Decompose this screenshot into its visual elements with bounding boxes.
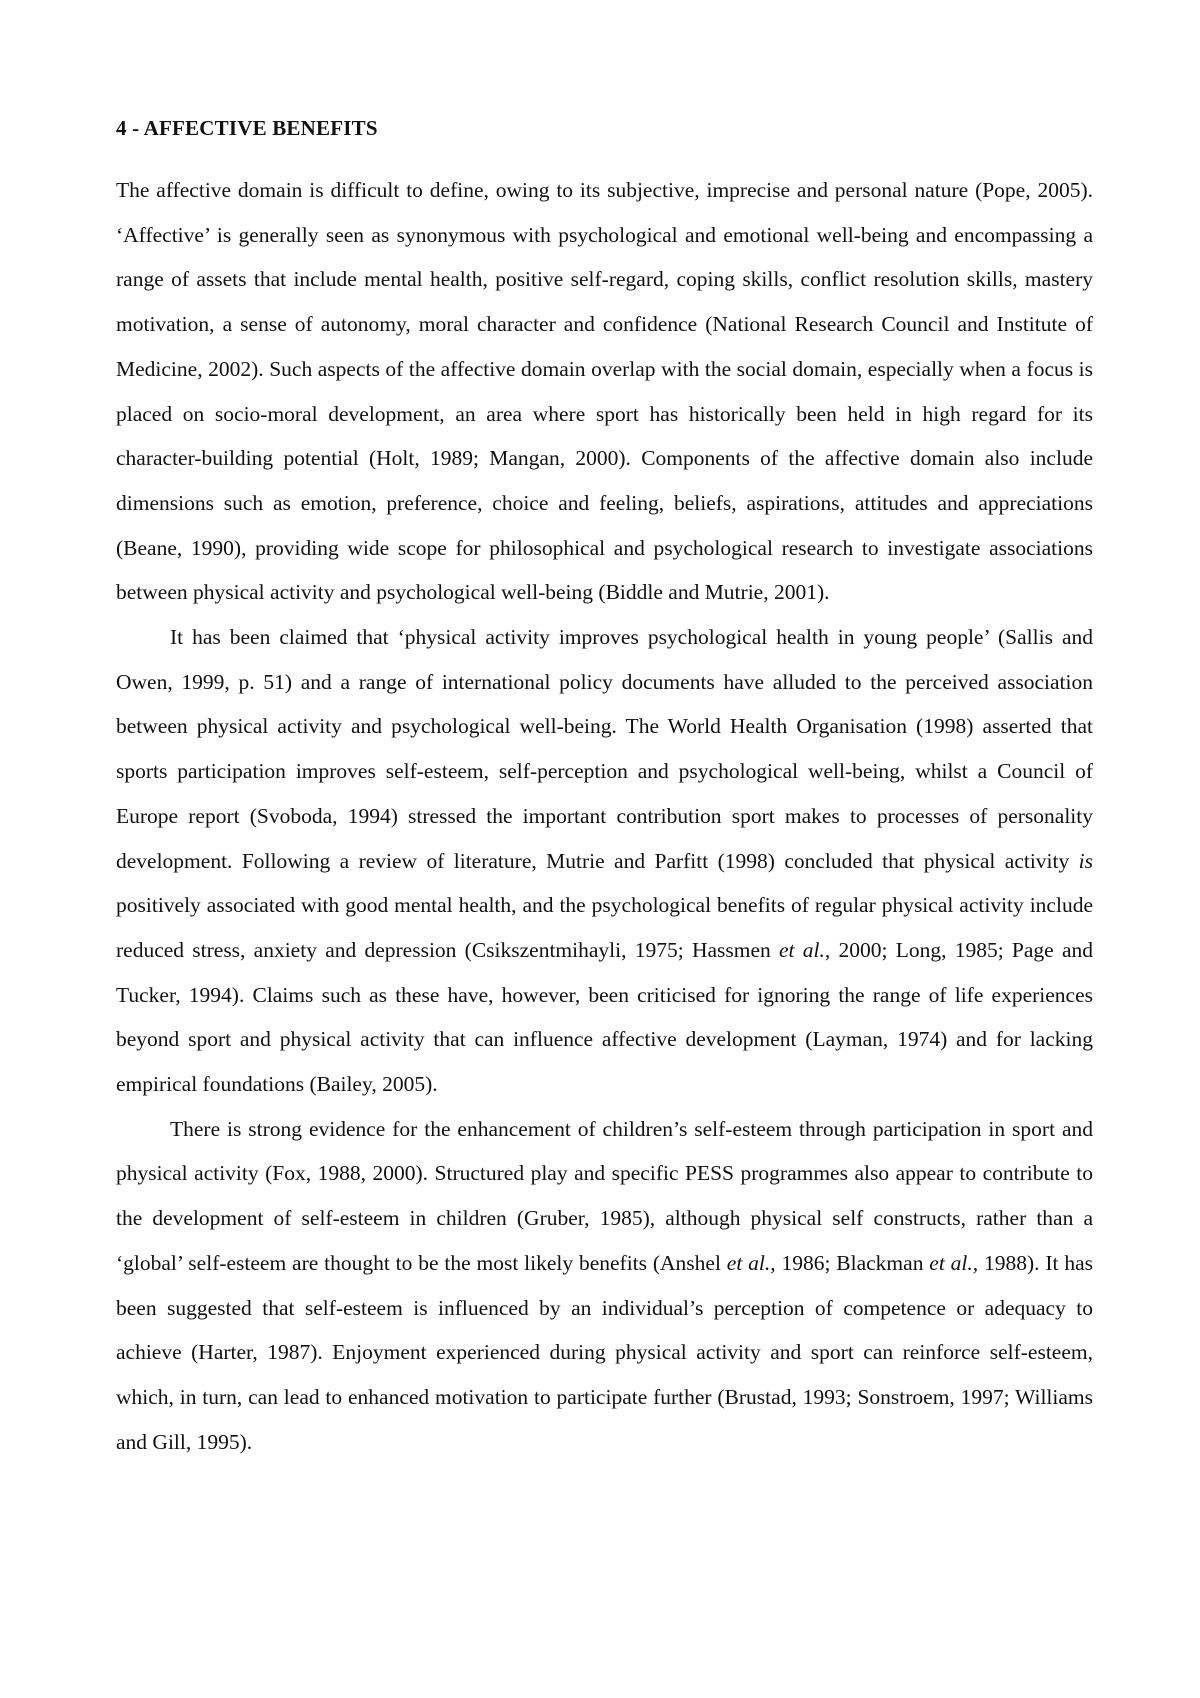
paragraph-3-text-c: 1988). It has been suggested that self-esteem is influenced by an individual’s perception of competence or adequacy to achieve (Harter, 1987). Enjoyment experienced during physical activity and sport can reinforce self-esteem, which, in turn, can lead to enhanced motivation to participate further (Brustad, 1993; Sonstroem, 1997; Williams and Gill, 1995). xyxy=(116,1250,1093,1454)
paragraph-3-emphasis-et-al-1: et al., xyxy=(726,1250,776,1275)
paragraph-2-emphasis-is: is xyxy=(1078,848,1093,873)
paragraph-2-emphasis-et-al: et al., xyxy=(779,937,831,962)
paragraph-3 xyxy=(116,1107,1093,1465)
paragraph-1 xyxy=(116,168,1093,615)
paragraph-2-text-b: positively associated with good mental health, and the psychological benefits of regular physical activity include reduced stress, anxiety and depression (Csikszentmihayli, 1975; Hassmen xyxy=(116,893,1093,962)
paragraph-3-emphasis-et-al-2: et al., xyxy=(929,1250,979,1275)
paragraph-2-text-a: It has been claimed that ‘physical activity improves psychological health in young people’ (Sallis and Owen, 1999, p. 51) and a range of international policy documents have alluded to the perceived association between physical activity and psychological well-being. The World Health Organisation (1998) asserted that sports participation improves self-esteem, self-perception and psychological well-being, whilst a Council of Europe report (Svoboda, 1994) stressed the important contribution sport makes to processes of personality development. Following a review of literature, Mutrie and Parfitt (1998) concluded that physical activity xyxy=(116,625,1093,873)
paragraph-1-text: The affective domain is difficult to define, owing to its subjective, imprecise and personal nature (Pope, 2005). ‘Affective’ is generally seen as synonymous with psychological and emotional well-being and encompassing a range of assets that include mental health, positive self-regard, coping skills, conflict resolution skills, mastery motivation, a sense of autonomy, moral character and confidence (National Research Council and Institute of Medicine, 2002). Such aspects of the affective domain overlap with the social domain, especially when a focus is placed on socio-moral development, an area where sport has historically been held in high regard for its character-building potential (Holt, 1989; Mangan, 2000). Components of the affective domain also include dimensions such as emotion, preference, choice and feeling, beliefs, aspirations, attitudes and appreciations (Beane, 1990), providing wide scope for philosophical and psychological research to investigate associations between physical activity and psychological well-being (Biddle and Mutrie, 2001). xyxy=(116,178,1093,605)
paragraph-2-text-c: 2000; Long, 1985; Page and Tucker, 1994). Claims such as these have, however, been criticised for ignoring the range of life experiences beyond sport and physical activity that can influence affective development (Layman, 1974) and for lacking empirical foundations (Bailey, 2005). xyxy=(116,937,1093,1097)
paragraph-2 xyxy=(116,615,1093,1107)
paragraph-3-text-a: There is strong evidence for the enhancement of children’s self-esteem through participation in sport and physical activity (Fox, 1988, 2000). Structured play and specific PESS programmes also appear to contribute to the development of self-esteem in children (Gruber, 1985), although physical self constructs, rather than a ‘global’ self-esteem are thought to be the most likely benefits (Anshel xyxy=(116,1116,1093,1275)
body-text xyxy=(116,168,1093,1464)
section-heading: 4 - AFFECTIVE BENEFITS xyxy=(116,116,378,140)
paragraph-3-text-b: 1986; Blackman xyxy=(775,1250,930,1275)
